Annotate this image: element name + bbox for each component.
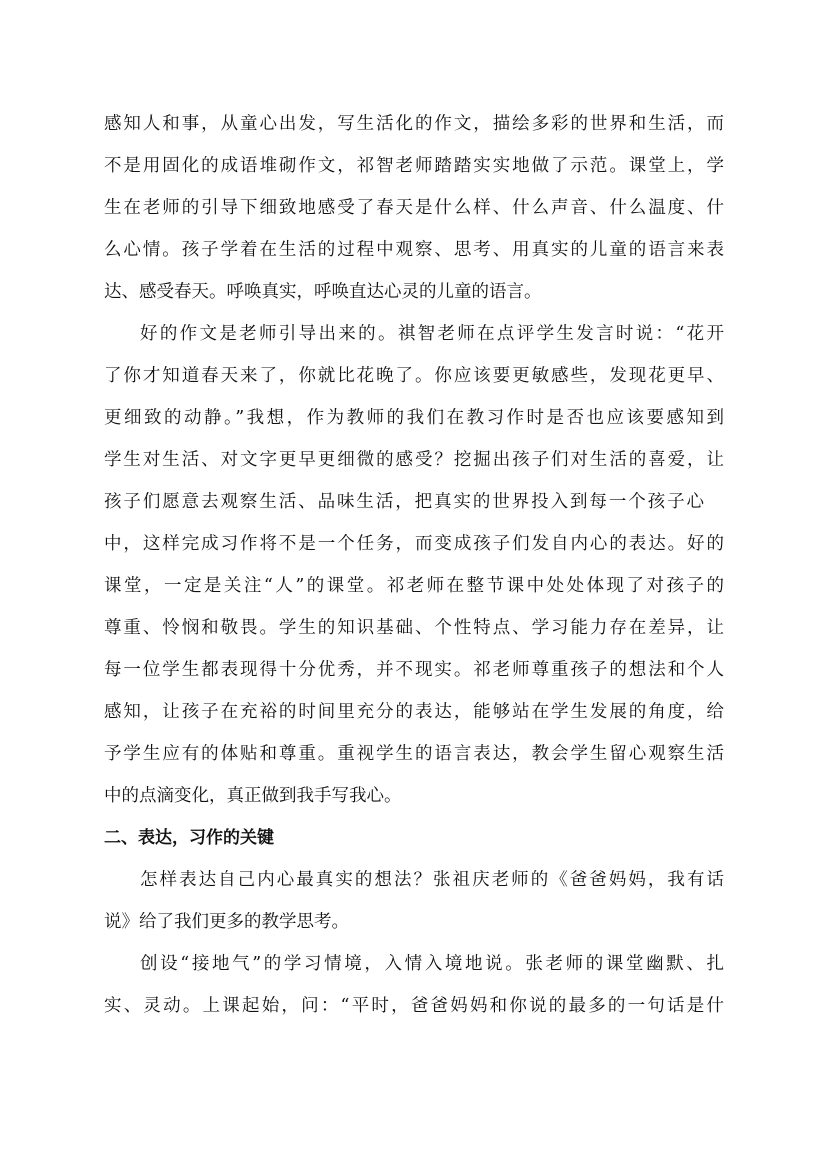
- text-line: 中，这样完成习作将不是一个任务，而变成孩子们发自内心的表达。好的: [104, 534, 724, 554]
- text-line: 达、感受春天。呼唤真实，呼唤直达心灵的儿童的语言。: [104, 282, 542, 302]
- text-line: 怎样表达自己内心最真实的想法？张祖庆老师的《爸爸妈妈，我有话: [140, 870, 724, 890]
- text-line: 感知人和事，从童心出发，写生活化的作文，描绘多彩的世界和生活，而: [104, 114, 724, 134]
- text-line: 每一位学生都表现得十分优秀，并不现实。祁老师尊重孩子的想法和个人: [104, 660, 724, 680]
- text-line: 说》给了我们更多的教学思考。: [104, 912, 349, 932]
- text-line: 好的作文是老师引导出来的。祺智老师在点评学生发言时说：“花开: [140, 324, 724, 344]
- text-line: 尊重、怜悯和敬畏。学生的知识基础、个性特点、学习能力存在差异，让: [104, 618, 724, 638]
- text-line: 中的点滴变化，真正做到我手写我心。: [104, 786, 402, 806]
- text-line: 了你才知道春天来了，你就比花晚了。你应该要更敏感些，发现花更早、: [104, 366, 724, 386]
- text-line: 孩子们愿意去观察生活、品味生活，把真实的世界投入到每一个孩子心: [104, 492, 704, 512]
- text-line: 生在老师的引导下细致地感受了春天是什么样、什么声音、什么温度、什: [104, 198, 724, 218]
- text-line: 更细致的动静。”我想，作为教师的我们在教习作时是否也应该要感知到: [104, 408, 724, 428]
- section-heading: 二、表达，习作的关键: [104, 828, 274, 848]
- text-line: 感知，让孩子在充裕的时间里充分的表达，能够站在学生发展的角度，给: [104, 702, 724, 722]
- text-line: 不是用固化的成语堆砌作文，祁智老师踏踏实实地做了示范。课堂上，学: [104, 156, 724, 176]
- text-line: 创设“接地气”的学习情境，入情入境地说。张老师的课堂幽默、扎: [140, 954, 724, 974]
- text-line: 么心情。孩子学着在生活的过程中观察、思考、用真实的儿童的语言来表: [104, 240, 724, 260]
- text-line: 实、灵动。上课起始，问：“平时，爸爸妈妈和你说的最多的一句话是什: [104, 996, 724, 1016]
- text-line: 学生对生活、对文字更早更细微的感受？挖掘出孩子们对生活的喜爱，让: [104, 450, 724, 470]
- text-line: 予学生应有的体贴和尊重。重视学生的语言表达，教会学生留心观察生活: [104, 744, 724, 764]
- text-line: 课堂，一定是关注“人”的课堂。祁老师在整节课中处处体现了对孩子的: [104, 576, 724, 596]
